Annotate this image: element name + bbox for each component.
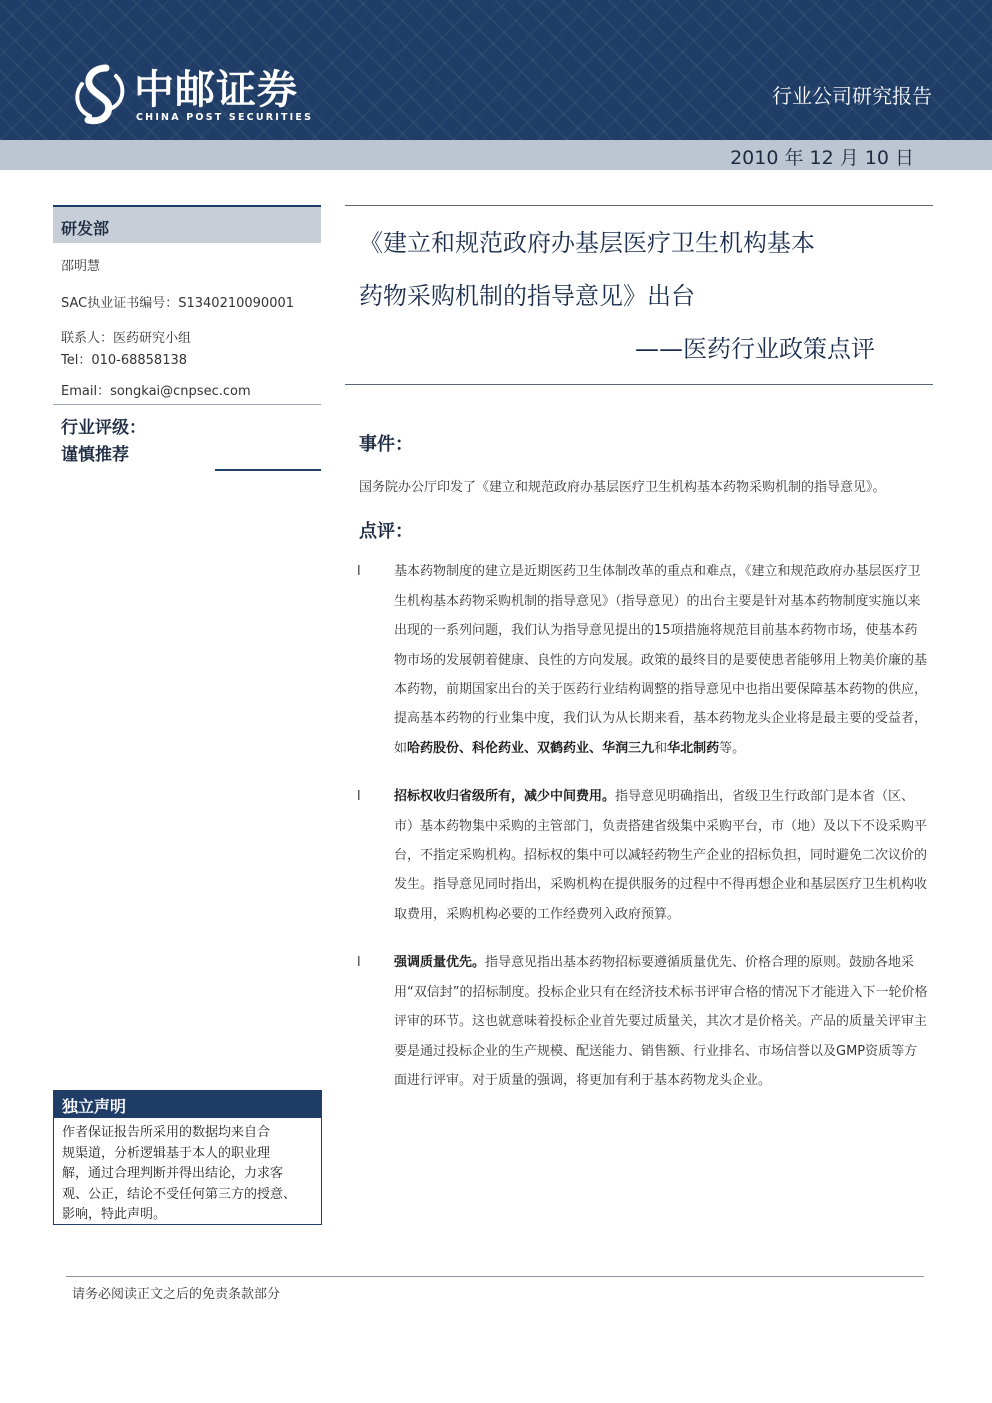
title-line-2: 药物采购机制的指导意见》出台 [359,282,695,310]
point-1-end: 等。 [719,740,746,756]
event-heading: 事件： [359,434,413,455]
disclaimer-body [54,1118,321,1226]
review-point-1 [345,557,929,763]
title-line-1: 《建立和规范政府办基层医疗卫生机构基本 [359,229,815,257]
disclaimer-line: 作者保证报告所采用的数据均来自合 [62,1125,271,1140]
review-point-3 [345,948,929,1095]
disclaimer-title: 独立声明 [54,1091,321,1118]
point-1-text: 基本药物制度的建立是近期医药卫生体制改革的重点和难点，《建立和规范政府办基层医疗卫生机构基本药物采购机制的指导意见》（指导意见）的出台主要是针对基本药物制度实施以来出现的一系列问题，我们认为指导意见提出的15项措施将规范目前基本药物市场，使基本药物市场的发展朝着健康、良性的方向发展。政策的最终目的是要使患者能够用上物美价廉的基本药物，前期国家出台的关于医药行业结构调整的指导意见中也指出要保障基本药物的供应，提高基本药物的行业集中度，我们认为从长期来看，基本药物龙头企业将是最主要的受益者，如 [394,564,928,756]
department-heading: 研发部 [53,205,321,243]
title-top-rule [345,205,933,206]
footer-disclaimer-note: 请务必阅读正文之后的免责条款部分 [72,1287,281,1302]
disclaimer-line: 解，通过合理判断并得出结论，力求客 [62,1166,284,1182]
disclaimer-line: 影响，特此声明。 [62,1207,167,1223]
contact-email: Email：songkai@cnpsec.com [61,384,251,399]
conjunction: 和 [654,740,668,756]
sac-number: SAC执业证书编号：S1340210090001 [61,296,295,311]
title-bottom-rule [345,384,933,385]
point-2-text: 指导意见明确指出，省级卫生行政部门是本省（区、市）基本药物集中采购的主管部门，负责搭建省级集中采购平台，市（地）及以下不设采购平台，不指定采购机构。招标权的集中可以减轻药物生产企业的招标负担，同时避免二次议价的发生。指导意见同时指出，采购机构在提供服务的过程中不得再想企业和基层医疗卫生机构收取费用，采购机构必要的工作经费列入政府预算。 [394,789,928,922]
report-title [345,228,933,311]
disclaimer-line: 规渠道，分析逻辑基于本人的职业理 [62,1145,271,1161]
company-name: 华润三九 [602,740,655,756]
company-name: 哈药股份、 [407,740,473,756]
disclaimer-line: 观、公正，结论不受任何第三方的授意、 [62,1186,297,1202]
sidebar-divider [53,404,321,405]
company-name: 科伦药业、 [472,740,538,756]
date-bar [0,140,992,170]
point-3-text: 指导意见指出基本药物招标要遵循质量优先、价格合理的原则。鼓励各地采用“双信封”的招标制度。投标企业只有在经济技术标书评审合格的情况下才能进入下一轮价格评审的环节。这也就意味着投标企业首先要过质量关，其次才是价格关。产品的质量关评审主要是通过投标企业的生产规模、配送能力、销售额、行业排名、市场信誉以及GMP资质等方面进行评审。对于质量的强调，将更加有利于基本药物龙头企业。 [394,955,928,1088]
logo-english-name: CHINA POST SECURITIES [136,112,314,123]
company-name: 华北制药 [667,740,720,756]
report-type: 行业公司研究报告 [772,84,932,108]
rating-underline [215,469,321,471]
rating-label: 行业评级： [61,418,146,438]
report-date: 2010 年 12 月 10 日 [730,147,914,169]
rating-value: 谨慎推荐 [61,445,129,465]
contact-person: 联系人：医药研究小组 [61,331,192,346]
bullet-marker: l [357,955,361,971]
sidebar [53,205,321,471]
company-logo [68,62,338,128]
logo-chinese-name: 中邮证券 [134,67,298,113]
footer-rule [66,1276,924,1277]
review-point-2 [345,782,929,929]
event-text: 国务院办公厅印发了《建立和规范政府办基层医疗卫生机构基本药物采购机制的指导意见》。 [359,480,886,495]
disclaimer-box [53,1090,322,1225]
contact-tel: Tel：010-68858138 [61,353,188,368]
logo-mark-icon [68,62,134,128]
main-content [345,205,933,1095]
bullet-marker: l [357,564,361,580]
header-banner [0,0,992,140]
company-name: 双鹤药业、 [537,740,603,756]
bullet-marker: l [357,789,361,805]
review-heading: 点评： [359,521,413,543]
point-2-lead: 招标权收归省级所有，减少中间费用。 [394,789,616,805]
analyst-name: 邵明慧 [61,259,101,274]
report-subtitle: ——医药行业政策点评 [635,335,875,363]
point-3-lead: 强调质量优先。 [394,955,486,971]
